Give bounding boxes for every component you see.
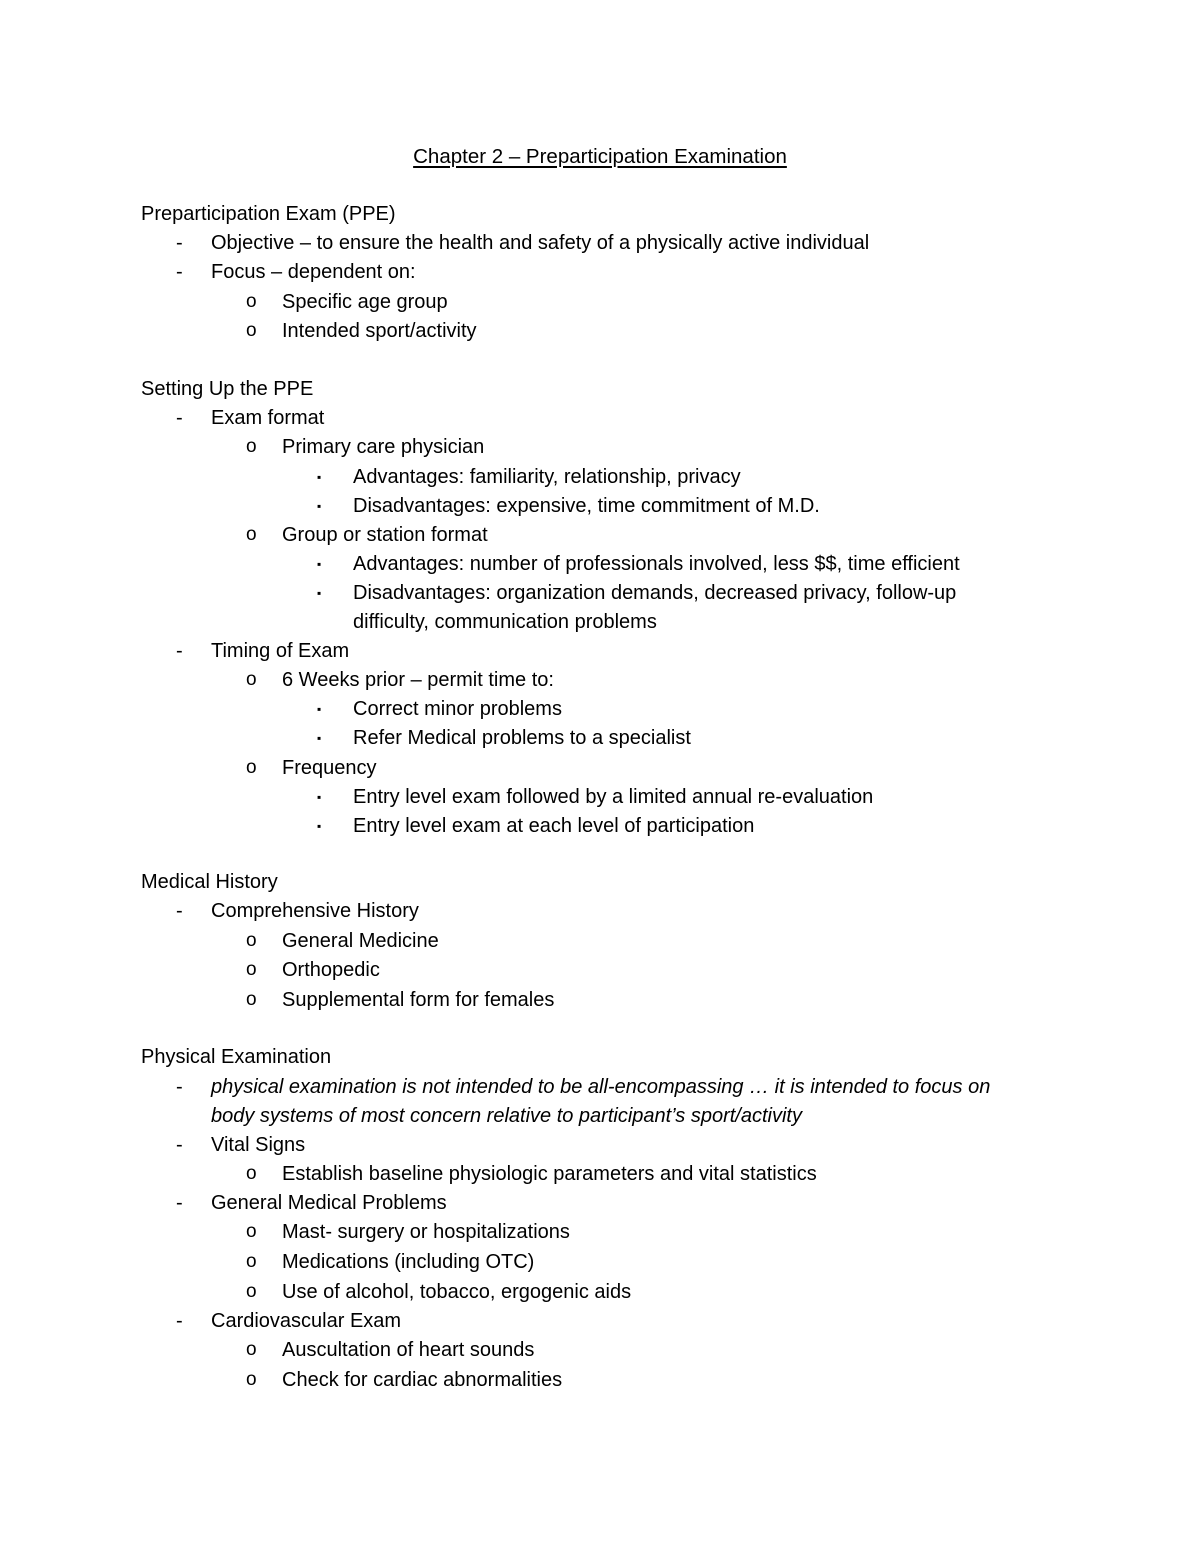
list-item: Supplemental form for females xyxy=(282,989,555,1011)
section-heading-setting-up: Setting Up the PPE xyxy=(141,378,314,400)
dash-bullet: - xyxy=(176,1310,183,1332)
list-item: General Medicine xyxy=(282,930,439,952)
list-item: Cardiovascular Exam xyxy=(211,1310,402,1332)
list-item-continuation: difficulty, communication problems xyxy=(353,611,657,633)
list-item: Refer Medical problems to a specialist xyxy=(353,727,691,749)
italic-note: physical examination is not intended to be all-encompassing … it is intended to focus on xyxy=(211,1076,991,1098)
list-item: Check for cardiac abnormalities xyxy=(282,1369,563,1391)
list-item: 6 Weeks prior – permit time to: xyxy=(282,669,554,691)
circle-bullet: o xyxy=(246,959,257,980)
list-item: Focus – dependent on: xyxy=(211,261,416,283)
circle-bullet: o xyxy=(246,989,257,1010)
list-item: Orthopedic xyxy=(282,959,380,981)
circle-bullet: o xyxy=(246,1251,257,1272)
list-item: Vital Signs xyxy=(211,1134,306,1156)
section-heading-medical-history: Medical History xyxy=(141,871,278,893)
dash-bullet: - xyxy=(176,640,183,662)
list-item: Advantages: number of professionals involved, less $$, time efficient xyxy=(353,553,960,575)
list-item: Auscultation of heart sounds xyxy=(282,1339,535,1361)
circle-bullet: o xyxy=(246,291,257,312)
list-item: Entry level exam at each level of participation xyxy=(353,815,755,837)
circle-bullet: o xyxy=(246,930,257,951)
list-item: Primary care physician xyxy=(282,436,485,458)
list-item: Disadvantages: expensive, time commitment of M.D. xyxy=(353,495,820,517)
dash-bullet: - xyxy=(176,261,183,283)
square-bullet: ▪ xyxy=(317,557,322,571)
circle-bullet: o xyxy=(246,1339,257,1360)
dash-bullet: - xyxy=(176,900,183,922)
list-item: Intended sport/activity xyxy=(282,320,477,342)
circle-bullet: o xyxy=(246,669,257,690)
document-title: Chapter 2 – Preparticipation Examination xyxy=(413,145,787,168)
italic-note-continuation: body systems of most concern relative to participant’s sport/activity xyxy=(211,1105,802,1127)
circle-bullet: o xyxy=(246,757,257,778)
dash-bullet: - xyxy=(176,407,183,429)
square-bullet: ▪ xyxy=(317,702,322,716)
list-item: Establish baseline physiologic parameters and vital statistics xyxy=(282,1163,817,1185)
dash-bullet: - xyxy=(176,1134,183,1156)
list-item: Medications (including OTC) xyxy=(282,1251,535,1273)
list-item: Timing of Exam xyxy=(211,640,350,662)
square-bullet: ▪ xyxy=(317,790,322,804)
square-bullet: ▪ xyxy=(317,499,322,513)
circle-bullet: o xyxy=(246,1221,257,1242)
list-item: Specific age group xyxy=(282,291,448,313)
square-bullet: ▪ xyxy=(317,731,322,745)
square-bullet: ▪ xyxy=(317,470,322,484)
circle-bullet: o xyxy=(246,1163,257,1184)
section-heading-physical-examination: Physical Examination xyxy=(141,1046,332,1068)
circle-bullet: o xyxy=(246,524,257,545)
list-item: Disadvantages: organization demands, decreased privacy, follow-up xyxy=(353,582,957,604)
list-item: Entry level exam followed by a limited annual re-evaluation xyxy=(353,786,874,808)
circle-bullet: o xyxy=(246,1369,257,1390)
list-item: Exam format xyxy=(211,407,325,429)
section-heading-ppe: Preparticipation Exam (PPE) xyxy=(141,203,396,225)
dash-bullet: - xyxy=(176,232,183,254)
list-item: Correct minor problems xyxy=(353,698,562,720)
list-item: General Medical Problems xyxy=(211,1192,447,1214)
list-item: Objective – to ensure the health and safety of a physically active individual xyxy=(211,232,870,254)
circle-bullet: o xyxy=(246,1281,257,1302)
list-item: Use of alcohol, tobacco, ergogenic aids xyxy=(282,1281,632,1303)
dash-bullet: - xyxy=(176,1076,183,1098)
circle-bullet: o xyxy=(246,436,257,457)
list-item: Advantages: familiarity, relationship, privacy xyxy=(353,466,741,488)
list-item: Comprehensive History xyxy=(211,900,419,922)
dash-bullet: - xyxy=(176,1192,183,1214)
list-item: Group or station format xyxy=(282,524,488,546)
list-item: Mast- surgery or hospitalizations xyxy=(282,1221,570,1243)
square-bullet: ▪ xyxy=(317,586,322,600)
circle-bullet: o xyxy=(246,320,257,341)
square-bullet: ▪ xyxy=(317,819,322,833)
list-item: Frequency xyxy=(282,757,377,779)
